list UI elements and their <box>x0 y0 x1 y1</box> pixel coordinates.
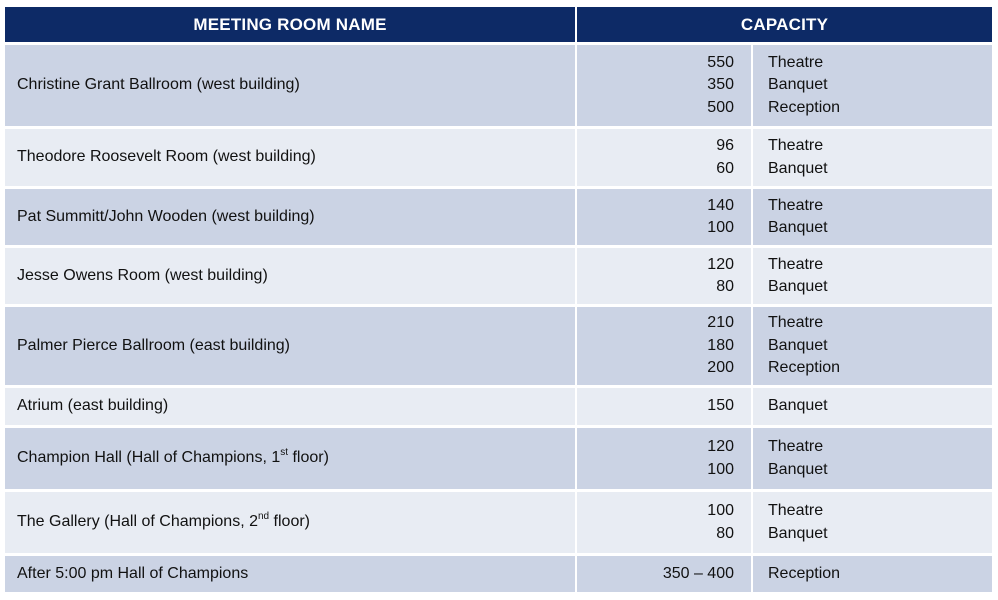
setup-type: Theatre <box>768 53 824 71</box>
room-name: Christine Grant Ballroom (west building) <box>5 45 575 126</box>
ordinal-suffix: nd <box>257 510 270 522</box>
setup-types <box>753 189 992 245</box>
setup-type: Banquet <box>768 336 828 354</box>
room-name: Theodore Roosevelt Room (west building) <box>5 129 575 186</box>
capacity-counts <box>577 248 751 304</box>
setup-types <box>753 129 992 186</box>
capacity-count: 60 <box>716 159 734 177</box>
capacity-counts <box>577 189 751 245</box>
setup-type: Theatre <box>768 502 824 519</box>
capacity-counts <box>577 492 751 553</box>
setup-type: Banquet <box>768 159 828 177</box>
setup-type: Theatre <box>768 137 824 154</box>
table-row <box>5 307 992 385</box>
capacity-count: 120 <box>707 255 734 273</box>
setup-type: Theatre <box>768 314 824 332</box>
setup-type: Reception <box>768 98 841 116</box>
setup-type: Banquet <box>768 460 828 478</box>
room-name: Palmer Pierce Ballroom (east building) <box>5 307 575 385</box>
ordinal-suffix: st <box>280 446 289 458</box>
room-name-text: floor) <box>288 449 329 467</box>
setup-types <box>753 428 992 489</box>
setup-types <box>753 307 992 385</box>
capacity-counts <box>577 307 751 385</box>
setup-type: Banquet <box>768 524 828 542</box>
capacity-counts <box>577 388 751 425</box>
setup-type: Banquet <box>768 397 828 415</box>
capacity-counts <box>577 129 751 186</box>
capacity-counts <box>577 428 751 489</box>
room-name <box>5 492 575 553</box>
capacity-count: 500 <box>707 98 734 116</box>
capacity-count: 200 <box>707 359 734 377</box>
capacity-count: 80 <box>716 524 734 542</box>
header-capacity: CAPACITY <box>577 7 992 42</box>
setup-type: Theatre <box>768 438 824 455</box>
capacity-count: 120 <box>707 438 734 455</box>
table-row <box>5 388 992 425</box>
setup-type: Theatre <box>768 196 824 214</box>
setup-type: Theatre <box>768 255 824 273</box>
table-row <box>5 248 992 304</box>
room-name <box>5 428 575 489</box>
capacity-count: 140 <box>707 196 734 214</box>
setup-type: Banquet <box>768 219 828 236</box>
room-name-text: floor) <box>269 513 311 531</box>
room-name-text: Champion Hall (Hall of Champions, 1 <box>17 449 281 467</box>
table-row <box>5 45 992 126</box>
capacity-count: 100 <box>707 460 734 478</box>
capacity-count: 100 <box>707 502 734 519</box>
setup-types <box>753 492 992 553</box>
capacity-counts <box>577 45 751 126</box>
setup-types <box>753 556 992 592</box>
table-row <box>5 129 992 186</box>
room-name: Atrium (east building) <box>5 388 575 425</box>
capacity-count: 100 <box>707 219 734 236</box>
room-name: Pat Summitt/John Wooden (west building) <box>5 189 575 245</box>
room-name-text: The Gallery (Hall of Champions, 2 <box>17 513 258 531</box>
setup-types <box>753 45 992 126</box>
capacity-count: 210 <box>707 314 734 332</box>
table-row <box>5 492 992 553</box>
capacity-counts <box>577 556 751 592</box>
room-name: Jesse Owens Room (west building) <box>5 248 575 304</box>
setup-type: Reception <box>768 359 841 377</box>
setup-types <box>753 248 992 304</box>
capacity-count: 80 <box>716 278 734 295</box>
meeting-room-table <box>3 4 994 595</box>
setup-type: Reception <box>768 564 841 582</box>
capacity-count: 150 <box>707 397 734 415</box>
header-meeting-room-name: MEETING ROOM NAME <box>5 7 575 42</box>
table-header-row <box>5 7 992 42</box>
setup-types <box>753 388 992 425</box>
capacity-count: 180 <box>707 336 734 354</box>
table-row <box>5 189 992 245</box>
setup-type: Banquet <box>768 76 828 94</box>
room-name: After 5:00 pm Hall of Champions <box>5 556 575 592</box>
capacity-count: 350 – 400 <box>662 564 734 582</box>
table-row <box>5 428 992 489</box>
table-row <box>5 556 992 592</box>
capacity-count: 550 <box>707 53 734 71</box>
capacity-count: 96 <box>716 137 734 154</box>
capacity-count: 350 <box>707 76 734 94</box>
setup-type: Banquet <box>768 278 828 295</box>
